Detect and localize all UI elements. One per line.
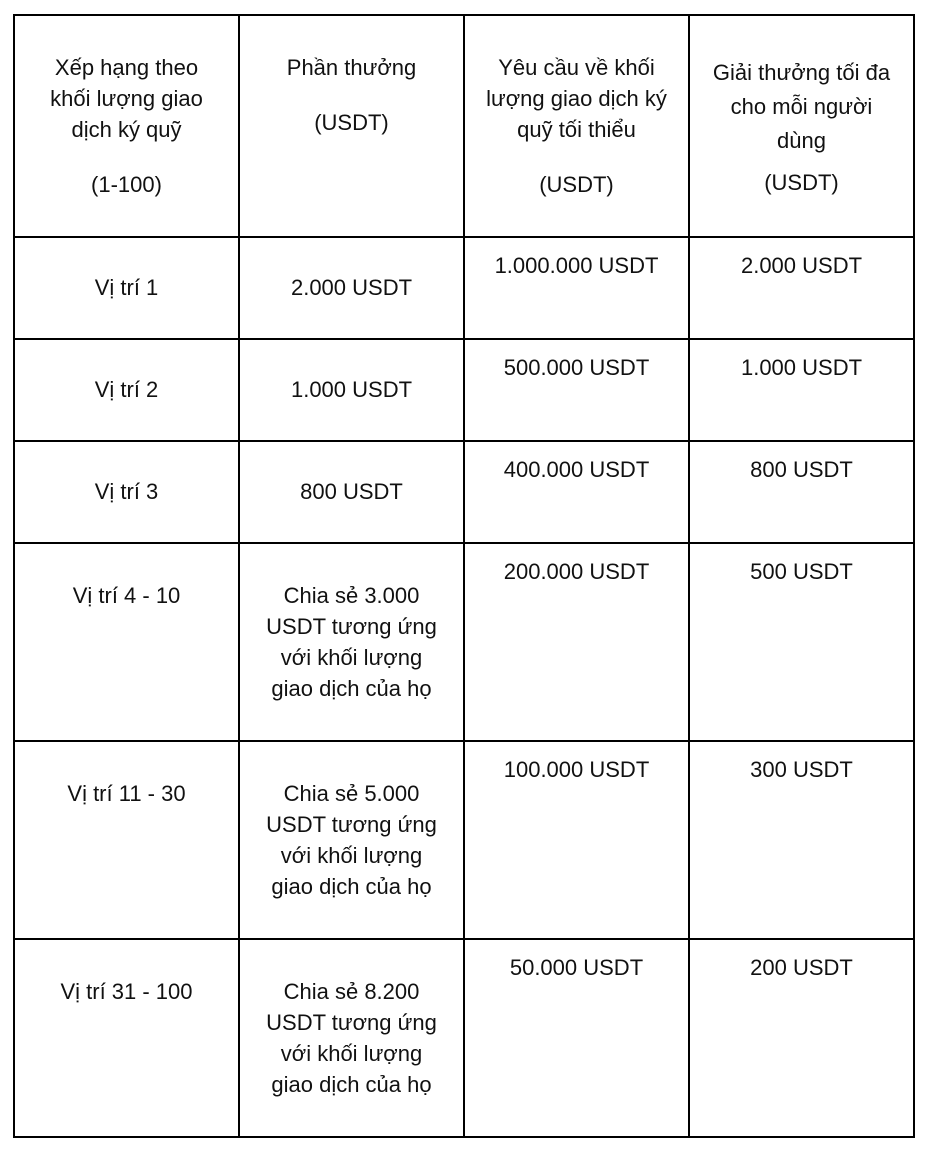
cell-reward: [239, 741, 464, 939]
table-row: [14, 543, 914, 741]
reward-text: USDT tương ứng: [266, 812, 437, 837]
reward-text: giao dịch của họ: [271, 676, 432, 701]
cell-min-volume: 1.000.000 USDT: [464, 237, 689, 339]
cell-max-prize: 1.000 USDT: [689, 339, 914, 441]
reward-text: giao dịch của họ: [271, 1072, 432, 1097]
cell-max-prize: 800 USDT: [689, 441, 914, 543]
reward-text: với khối lượng: [280, 645, 423, 670]
header-min-volume: [464, 15, 689, 237]
header-text: dịch ký quỹ: [71, 117, 182, 142]
header-text: Giải thưởng tối đa: [712, 60, 891, 85]
reward-text: Chia sẻ 8.200: [283, 979, 420, 1004]
cell-rank: Vị trí 1: [14, 237, 239, 339]
header-text: (USDT): [764, 170, 839, 195]
reward-text: giao dịch của họ: [271, 874, 432, 899]
table-header-row: [14, 15, 914, 237]
header-text: Xếp hạng theo: [54, 55, 199, 80]
cell-reward: [239, 543, 464, 741]
reward-text: với khối lượng: [280, 843, 423, 868]
header-text: khối lượng giao: [50, 86, 203, 111]
cell-reward: 800 USDT: [239, 441, 464, 543]
cell-reward: 2.000 USDT: [239, 237, 464, 339]
cell-min-volume: 400.000 USDT: [464, 441, 689, 543]
table-row: [14, 441, 914, 543]
header-max-prize: [689, 15, 914, 237]
header-text: (USDT): [539, 172, 614, 197]
reward-text: Chia sẻ 5.000: [283, 781, 420, 806]
header-text: cho mỗi người: [730, 94, 873, 119]
cell-reward: [239, 939, 464, 1137]
header-text: lượng giao dịch ký: [486, 86, 667, 111]
table-row: [14, 237, 914, 339]
cell-reward: 1.000 USDT: [239, 339, 464, 441]
cell-min-volume: 500.000 USDT: [464, 339, 689, 441]
cell-min-volume: 200.000 USDT: [464, 543, 689, 741]
cell-rank: Vị trí 2: [14, 339, 239, 441]
table-row: [14, 339, 914, 441]
table-row: [14, 939, 914, 1137]
header-text: (USDT): [314, 110, 389, 135]
cell-max-prize: 200 USDT: [689, 939, 914, 1137]
header-reward: [239, 15, 464, 237]
cell-max-prize: 500 USDT: [689, 543, 914, 741]
reward-text: USDT tương ứng: [266, 1010, 437, 1035]
cell-rank: Vị trí 31 - 100: [14, 939, 239, 1137]
header-text: Yêu cầu về khối: [498, 55, 655, 80]
cell-rank: Vị trí 4 - 10: [14, 543, 239, 741]
table-row: [14, 741, 914, 939]
header-text: dùng: [777, 128, 826, 153]
reward-text: USDT tương ứng: [266, 614, 437, 639]
cell-rank: Vị trí 3: [14, 441, 239, 543]
header-text: (1-100): [91, 172, 162, 197]
reward-text: Chia sẻ 3.000: [283, 583, 420, 608]
cell-max-prize: 2.000 USDT: [689, 237, 914, 339]
cell-min-volume: 50.000 USDT: [464, 939, 689, 1137]
reward-text: với khối lượng: [280, 1041, 423, 1066]
header-text: Phần thưởng: [286, 55, 417, 80]
header-rank: [14, 15, 239, 237]
cell-min-volume: 100.000 USDT: [464, 741, 689, 939]
cell-max-prize: 300 USDT: [689, 741, 914, 939]
cell-rank: Vị trí 11 - 30: [14, 741, 239, 939]
prize-table: [13, 14, 915, 1138]
header-text: quỹ tối thiểu: [517, 117, 636, 142]
